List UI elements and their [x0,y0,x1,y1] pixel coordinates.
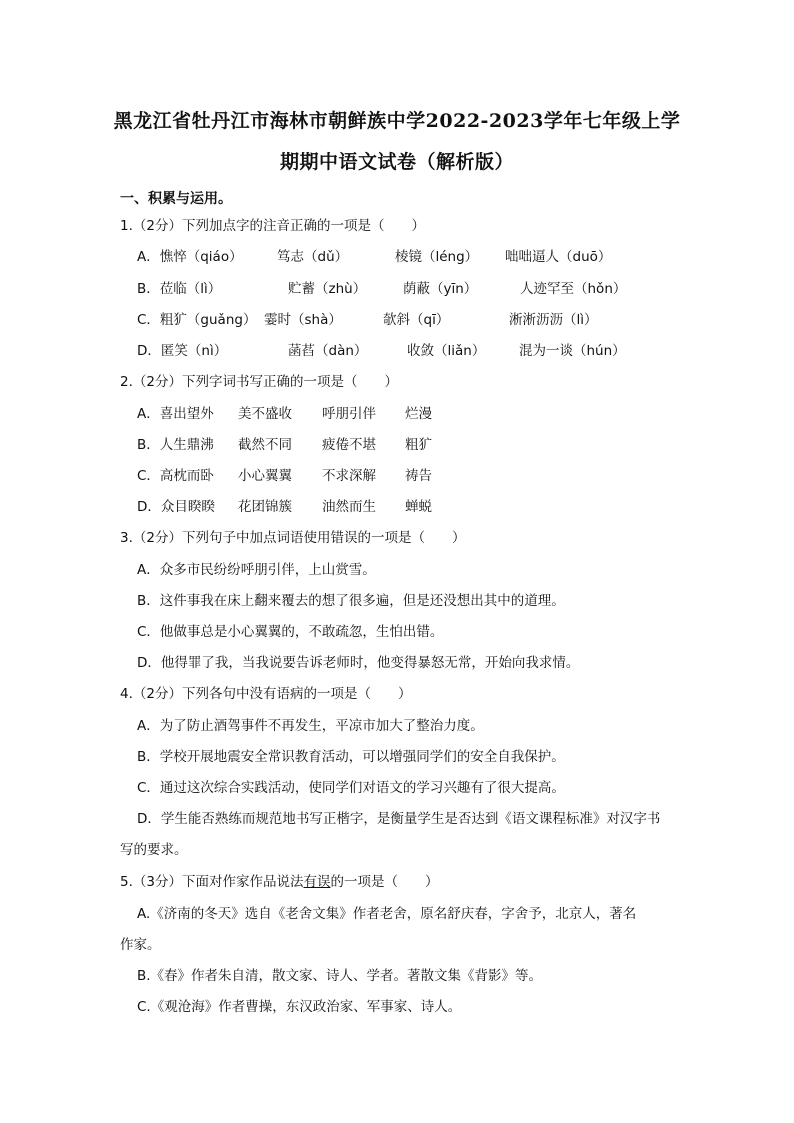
q2-c-1: C．高枕而卧 [137,468,214,484]
q2-a-3: 呼朋引伴 [322,406,376,422]
question-4-option-a: A．为了防止酒驾事件不再发生，平凉市加大了整治力度。 [137,718,484,734]
q1-c-2: 霎时（shà） [264,312,342,328]
q5-stem-pre: 5.（3分）下面对作家作品说法 [120,874,304,890]
question-3-stem: 3.（2分）下列句子中加点词语使用错误的一项是（ ） [120,530,466,546]
q1-b-2: 贮蓄（zhù） [288,281,367,297]
q1-b-1: B．莅临（lì） [137,281,222,297]
q1-d-1: D．匿笑（nì） [137,343,228,359]
q1-c-4: 淅淅沥沥（lì） [509,312,598,328]
question-3-option-a: A．众多市民纷纷呼朋引伴，上山赏雪。 [137,562,376,578]
q2-b-1: B．人生鼎沸 [137,437,214,453]
q5-stem-post: 的一项是（ ） [330,874,439,890]
q2-b-3: 疲倦不堪 [322,437,376,453]
q2-d-2: 花团锦簇 [238,499,292,515]
question-2-stem: 2.（2分）下列字词书写正确的一项是（ ） [120,374,398,390]
q1-c-1: C．粗犷（guǎng） [137,312,257,328]
q2-a-1: A．喜出望外 [137,406,214,422]
question-5-option-b: B.《春》作者朱自清，散文家、诗人、学者。著散文集《背影》等。 [137,968,543,984]
question-3-option-c: C．他做事总是小心翼翼的，不敢疏忽，生怕出错。 [137,624,444,640]
q2-b-4: 粗犷 [405,437,432,453]
question-5-stem [120,872,438,892]
question-4-option-d-continued: 写的要求。 [120,842,188,858]
question-4-stem: 4.（2分）下列各句中没有语病的一项是（ ） [120,686,412,702]
q1-a-4: 咄咄逼人（duō） [505,249,612,265]
q2-c-3: 不求深解 [322,468,376,484]
question-5-option-c: C.《观沧海》作者曹操，东汉政治家、军事家、诗人。 [137,999,462,1015]
q5-stem-underlined: 有误 [303,874,331,890]
question-3-option-b: B．这件事我在床上翻来覆去的想了很多遍，但是还没想出其中的道理。 [137,593,565,609]
q2-c-4: 祷告 [405,468,432,484]
q1-b-3: 荫蔽（yīn） [403,281,478,297]
q1-b-4: 人迹罕至（hǒn） [520,281,627,297]
question-5-option-a-continued: 作家。 [120,937,161,953]
q1-d-4: 混为一谈（hún） [519,343,626,359]
q1-a-2: 笃志（dǔ） [277,249,349,265]
q2-a-4: 烂漫 [405,406,432,422]
question-1-stem: 1.（2分）下列加点字的注音正确的一项是（ ） [120,218,425,234]
q2-a-2: 美不盛收 [238,406,292,422]
q2-c-2: 小心翼翼 [238,468,292,484]
q1-a-1: A．憔悴（qiáo） [137,249,243,265]
q1-d-3: 收敛（liǎn） [407,343,486,359]
q1-c-3: 欹斜（qī） [383,312,450,328]
section-heading: 一、积累与运用。 [120,191,232,207]
question-4-option-c: C．通过这次综合实践活动，使同学们对语文的学习兴趣有了很大提高。 [137,780,565,796]
q2-d-1: D．众目睽睽 [137,499,215,515]
q2-d-4: 蝉蜕 [405,499,432,515]
question-4-option-b: B．学校开展地震安全常识教育活动，可以增强同学们的安全自我保护。 [137,749,565,765]
q2-b-2: 截然不同 [238,437,292,453]
exam-title-line-2: 期期中语文试卷（解析版） [279,151,514,173]
q1-a-3: 棱镜（léng） [395,249,479,265]
exam-title-line-1: 黑龙江省牡丹江市海林市朝鲜族中学2022-2023学年七年级上学 [113,110,681,132]
question-3-option-d: D．他得罪了我，当我说要告诉老师时，他变得暴怒无常，开始向我求情。 [137,655,580,671]
question-5-option-a: A.《济南的冬天》选自《老舍文集》作者老舍，原名舒庆春，字舍予，北京人，著名 [137,906,637,922]
question-4-option-d: D．学生能否熟练而规范地书写正楷字，是衡量学生是否达到《语文课程标准》对汉字书 [137,811,661,827]
q2-d-3: 油然而生 [322,499,376,515]
q1-d-2: 菡萏（dàn） [288,343,368,359]
